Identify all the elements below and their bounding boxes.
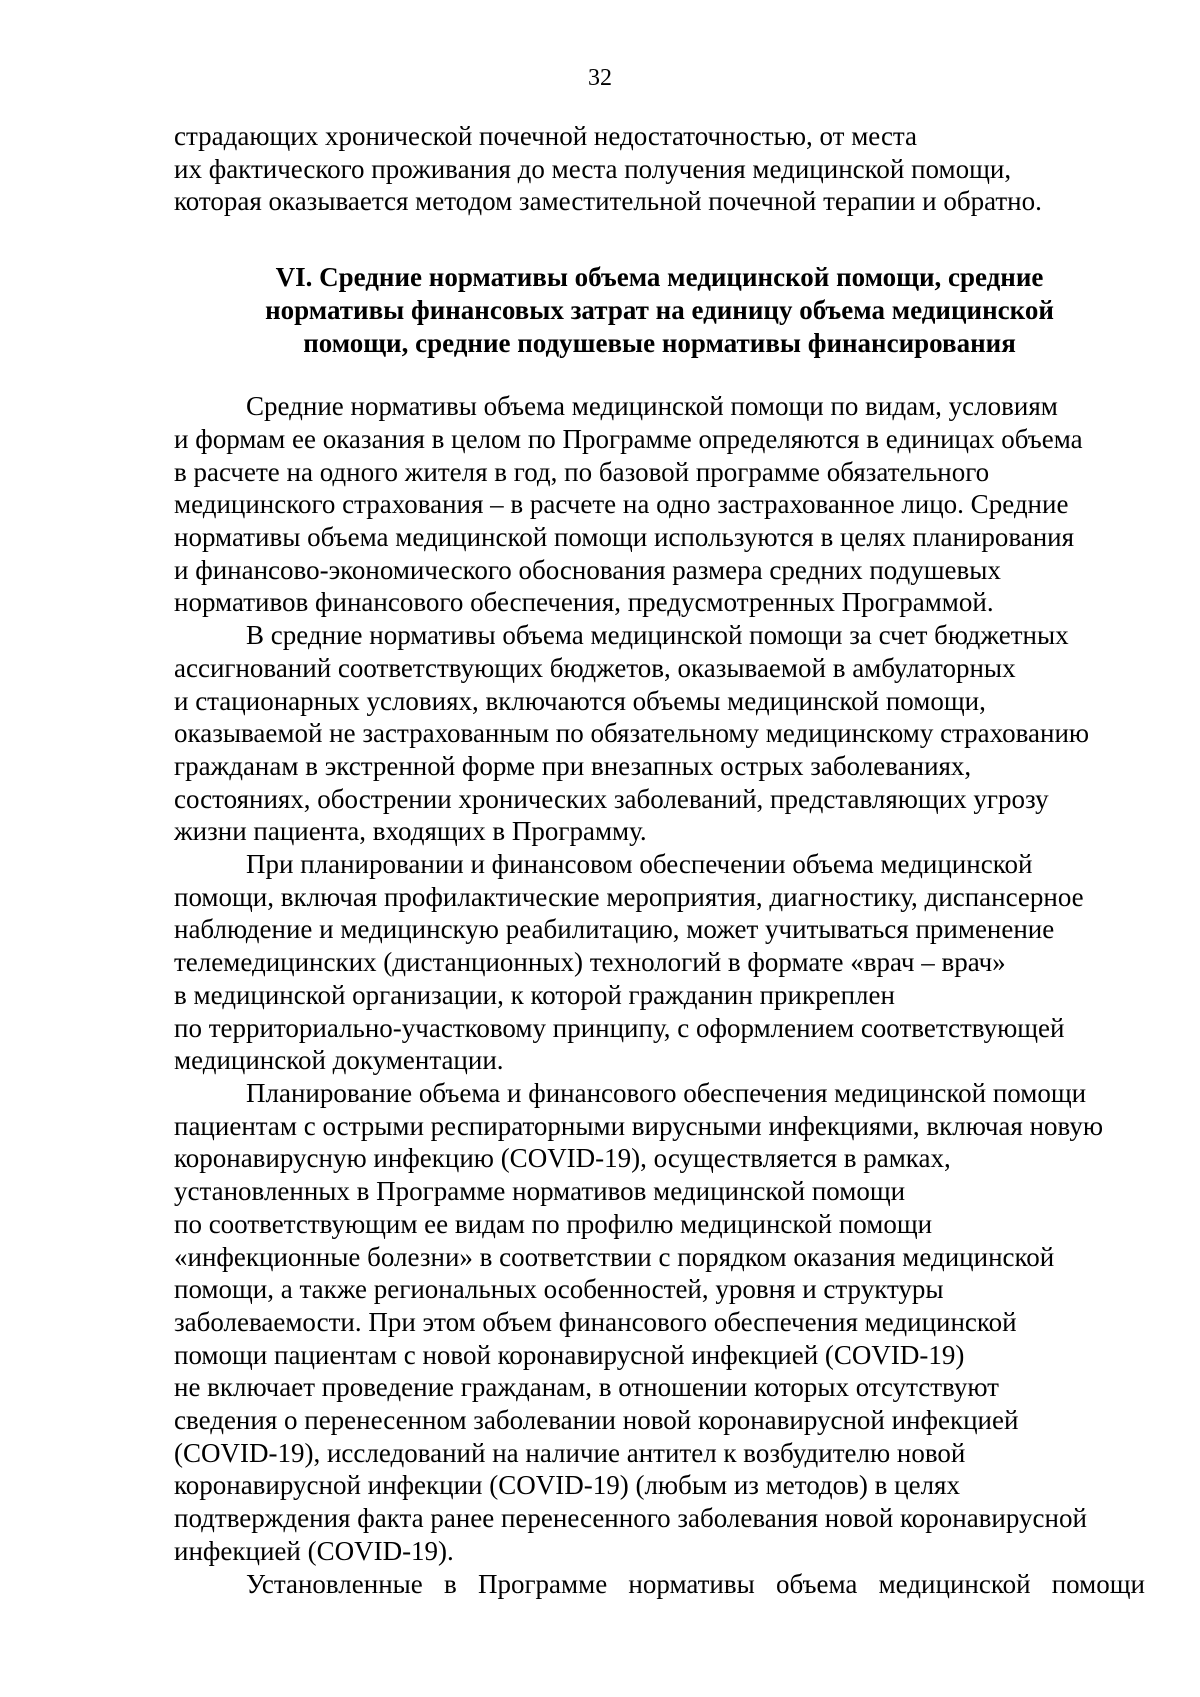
section-heading: VI. Средние нормативы объема медицинской помощи, средние нормативы финансовых затрат на единицу объема медицинской помощи, средние подушевые нормативы финансирования [265, 262, 1054, 358]
page-number: 32 [588, 65, 612, 91]
paragraph-covid-planning: Планирование объема и финансового обеспечения медицинской помощи пациентам с острыми респираторными вирусными инфекциями, включая новую коронавирусную инфекцию (COVID-19), осуществляется в рамках, установленных в Программе нормативов медицинской помощи по соответствующим ее видам по профилю медицинской помощи «инфекционные болезни» в соответствии с порядком оказания медицинской помощи, а также региональных особенностей, уровня и структуры заболеваемости. При этом объем финансового обеспечения медицинской помощи пациентам с новой коронавирусной инфекцией (COVID-19) не включает проведение гражданам, в отношении которых отсутствуют сведения о перенесенном заболевании новой коронавирусной инфекцией (COVID-19), исследований на наличие антител к возбудителю новой коронавирусной инфекции (COVID-19) (любым из методов) в целях подтверждения факта ранее перенесенного заболевания новой коронавирусной инфекцией (COVID-19). [174, 1077, 1104, 1566]
paragraph-budget-allocations: В средние нормативы объема медицинской помощи за счет бюджетных ассигнований соответствующих бюджетов, оказываемой в амбулаторных и стационарных условиях, включаются объемы медицинской помощи, оказываемой не застрахованным по обязательному медицинскому страхованию гражданам в экстренной форме при внезапных острых заболеваниях, состояниях, обострении хронических заболеваний, представляющих угрозу жизни пациента, входящих в Программу. [174, 620, 1090, 847]
continuation-paragraph: страдающих хронической почечной недостаточностью, от места их фактического проживания до места получения медицинской помощи, которая оказывается методом заместительной почечной терапии и обратно. [174, 121, 1042, 217]
paragraph-telemedicine: При планировании и финансовом обеспечении объема медицинской помощи, включая профилактические мероприятия, диагностику, диспансерное наблюдение и медицинскую реабилитацию, может учитываться применение телемедицинских (дистанционных) технологий в формате «врач – врач» в медицинской организации, к которой гражданин прикреплен по территориально-участковому принципу, с оформлением соответствующей медицинской документации. [174, 849, 1084, 1076]
paragraph-volume-norms: Средние нормативы объема медицинской помощи по видам, условиям и формам ее оказания в целом по Программе определяются в единицах объема в расчете на одного жителя в год, по базовой программе обязательного медицинского страхования – в расчете на одно застрахованное лицо. Средние нормативы объема медицинской помощи используются в целях планирования и финансово-экономического обоснования размера средних подушевых нормативов финансового обеспечения, предусмотренных Программой. [174, 391, 1083, 618]
paragraph-established-norms: Установленные в Программе нормативы объема медицинской помощи [246, 1568, 1145, 1599]
document-body [174, 120, 1145, 1600]
